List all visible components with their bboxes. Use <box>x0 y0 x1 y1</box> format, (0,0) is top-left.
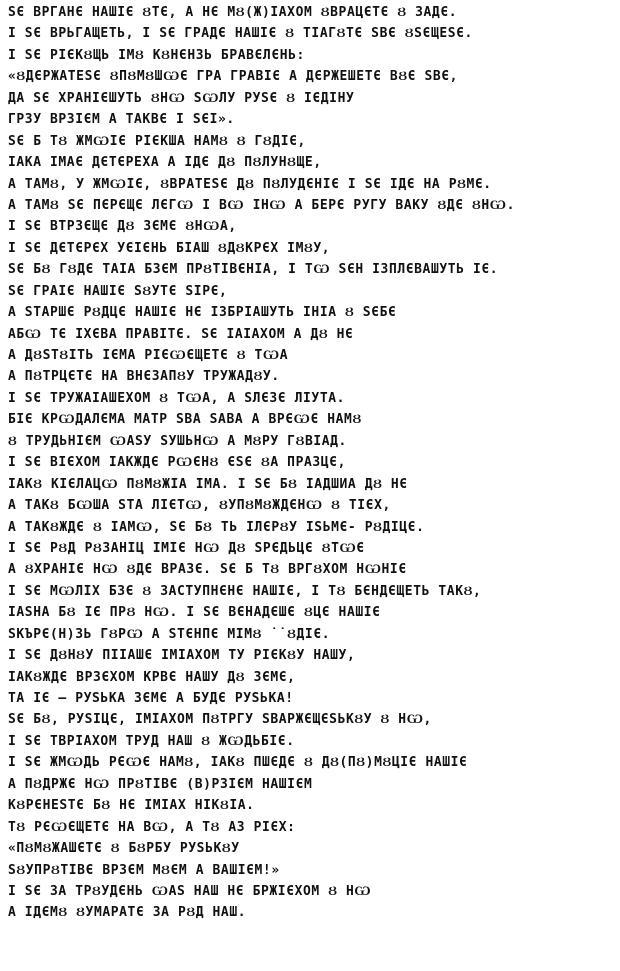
text-line: ЅЄ БȢ ГȢДЄ ТАІА БЗЄМ ПРȢТІВЄНІА, І ТѠ ЅЄН ІЗПЛЄВАШУТЬ ІЄ. <box>8 262 499 278</box>
text-line: ЅȢУПРȢТІВЄ ВРЗЄМ МȢЄМ А ВАШІЄМ!» <box>8 862 280 878</box>
text-line: А ІДЄМȢ ȢУМАРАТЄ ЗА РȢД НАШ. <box>8 905 247 921</box>
text-line: ЅЄ ВРГАНЄ НАШІЄ ȢТЄ, А НЄ МȢ(Ж)ІАХОМ ȢВРАЦЄТЄ Ȣ ЗАДЄ. <box>8 5 458 20</box>
text-line: А ТАКȢЖДЄ Ȣ ІАМѠ, ЅЄ БȢ ТЬ ІЛЄРȢУ ІЅЬМЄ- РȢДІЦЄ. <box>8 519 425 535</box>
text-line: І ЅЄ РȢД РȢЗАНІЦ ІМІЄ НѠ ДȢ ЅРЄДЬЦЄ ȢТѠЄ <box>8 540 365 556</box>
text-line: А ТАКȢ БѠША ЅТА ЛІЄТѠ, ȢУПȢМȢЖДЄНѠ Ȣ ТІЄХ, <box>8 498 391 514</box>
text-line: ТȢ РЄѠЄЩЕТЄ НА ВѠ, А ТȢ АЗ РІЄХ: <box>8 819 296 835</box>
text-line: А ТАМȢ ЅЄ ПЄРЄЩЄ ЛЄГѠ І ВѠ ІНѠ А БЕРЄ РУГУ ВАКУ ȢДЄ ȢНѠ. <box>8 197 515 213</box>
text-line: АБѠ ТЄ ІХЄВА ПРАВІТЄ. ЅЄ ІАІАХОМ А ДȢ НЄ <box>8 326 354 342</box>
text-line: І ЅЄ ЖМѠДЬ РЄѠЄ НАМȢ, ІАКȢ ПШЄДЄ Ȣ ДȢ(ПȢ)МȢЦІЄ НАШІЄ <box>8 755 468 771</box>
text-line: І ЅЄ ДȢНȢУ ПІІАШЄ ІМІАХОМ ТУ РІЄКȢУ НАШУ, <box>8 648 356 664</box>
text-line: «ȢДЄРЖАТЕЅЄ ȢПȢМȢШѠЄ ГРА ГРАВІЄ А ДЄРЖЕШЕТЄ ВȢЄ ЅВЄ, <box>8 69 459 85</box>
text-line: ГРЗУ ВРЗІЄМ А ТАКВЄ І ЅЄІ». <box>8 112 235 128</box>
text-lines <box>8 2 614 924</box>
text-line: І ЅЄ ДЄТЄРЄХ УЄІЄНЬ БІАШ ȢДȢКРЄХ ІМȢУ, <box>8 240 331 256</box>
text-line: ІАЅНА БȢ ІЄ ПРȢ НѠ. І ЅЄ ВЄНАДЄШЄ ȢЦЄ НАШІЄ <box>8 605 381 621</box>
text-line: ІАКȢЖДЄ ВРЗЄХОМ КРВЄ НАШУ ДȢ ЗЄМЄ, <box>8 669 296 685</box>
text-line: «ПȢМȢЖАШЄТЄ Ȣ БȢРБУ РУЅЬКȢУ <box>8 841 240 857</box>
text-line: А ДȢЅТȢІТЬ ІЄМА РІЄѠЄЩЕТЄ Ȣ ТѠА <box>8 348 289 363</box>
text-line: ТА ІЄ – РУЅЬКА ЗЄМЄ А БУДЄ РУЅЬКА! <box>8 691 294 706</box>
text-line: І ЅЄ ТРУЖАІАШЕХОМ Ȣ ТѠА, А ЅЛЄЗЄ ЛІУТА. <box>8 390 346 406</box>
text-line: І ЅЄ ВТРЗЄЩЄ ДȢ ЗЄМЄ ȢНѠА, <box>8 219 237 235</box>
text-line: А ЅТАРШЄ РȢДЦЄ НАШІЄ НЄ ІЗБРІАШУТЬ ІНІА Ȣ ЅЄБЄ <box>8 305 397 321</box>
text-line: Ȣ ТРУДЬНІЄМ ѠАЅУ ЅУШЬНѠ А МȢРУ ГȢВІАД. <box>8 433 347 449</box>
text-line: ІАКА ІМАЄ ДЄТЄРЕХА А ІДЄ ДȢ ПȢЛУНȢЩЕ, <box>8 155 322 171</box>
text-line: ІАКȢ КІЄЛАЦѠ ПȢМȢЖІА ІМА. І ЅЄ БȢ ІАДШИА ДȢ НЄ <box>8 476 408 492</box>
text-line: І ЅЄ ТВРІАХОМ ТРУД НАШ Ȣ ЖѠДЬБІЄ. <box>8 733 295 749</box>
text-line: І ЅЄ ВРЬГАЩЕТЬ, І ЅЄ ГРАДЄ НАШІЄ Ȣ ТІАГȢТЄ ЅВЄ ȢЅЄЩЕЅЄ. <box>8 26 473 42</box>
text-line: А ТАМȢ, У ЖМѠІЄ, ȢВРАТЕЅЄ ДȢ ПȢЛУДЄНІЄ І ЅЄ ІДЄ НА РȢМЄ. <box>8 176 492 192</box>
text-line: І ЅЄ МѠЛІХ БЗЄ Ȣ ЗАСТУПНЄНЄ НАШІЄ, І ТȢ БЄНДЄЩЕТЬ ТАКȢ, <box>8 583 482 599</box>
text-line: КȢРЄНЕЅТЄ БȢ НЄ ІМІАХ НІКȢІА. <box>8 798 255 814</box>
text-line: І ЅЄ ЗА ТРȢУДЄНЬ ѠАЅ НАШ НЄ БРЖІЄХОМ Ȣ НѠ <box>8 883 372 899</box>
text-line: І ЅЄ РІЄКȢЩЬ ІМȢ КȢНЄНЗЬ БРАВЄЛЄНЬ: <box>8 47 305 63</box>
text-line: ЅКЪРЄ(Н)ЗЬ ГȢРѠ А ЅТЄНПЄ МІМȢ ˙˙ȢДІЄ. <box>8 626 331 642</box>
text-line: ЅЄ ГРАІЄ НАШІЄ ЅȢУТЄ ЅІРЄ, <box>8 283 228 299</box>
text-line: ЅЄ Б ТȢ ЖМѠІЄ РІЄКША НАМȢ Ȣ ГȢДІЄ, <box>8 133 306 149</box>
text-line: ДА ЅЄ ХРАНІЄШУТЬ ȢНѠ ЅѠЛУ РУЅЄ Ȣ ІЄДІНУ <box>8 90 355 106</box>
text-line: І ЅЄ ВІЄХОМ ІАКЖДЄ РѠЄНȢ ЄЅЄ ȢА ПРАЗЦЄ, <box>8 455 346 471</box>
text-line: А ПȢТРЦЄТЄ НА ВНЄЗАПȢУ ТРУЖАДȢУ. <box>8 369 280 385</box>
text-line: ЅЄ БȢ, РУЅІЦЄ, ІМІАХОМ ПȢТРГУ ЅВАРЖЄЩЄЅЬКȢУ Ȣ НѠ, <box>8 712 432 728</box>
text-line: А ПȢДРЖЄ НѠ ПРȢТІВЄ (В)РЗІЄМ НАШІЄМ <box>8 776 313 792</box>
text-line: А ȢХРАНІЄ НѠ ȢДЄ ВРАЗЄ. ЅЄ Б ТȢ ВРГȢХОМ НѠНІЄ <box>8 562 407 578</box>
text-line: БІЄ КРѠДАЛЄМА МАТР ЅВА ЅАВА А ВРЄѠЄ НАМȢ <box>8 412 362 428</box>
